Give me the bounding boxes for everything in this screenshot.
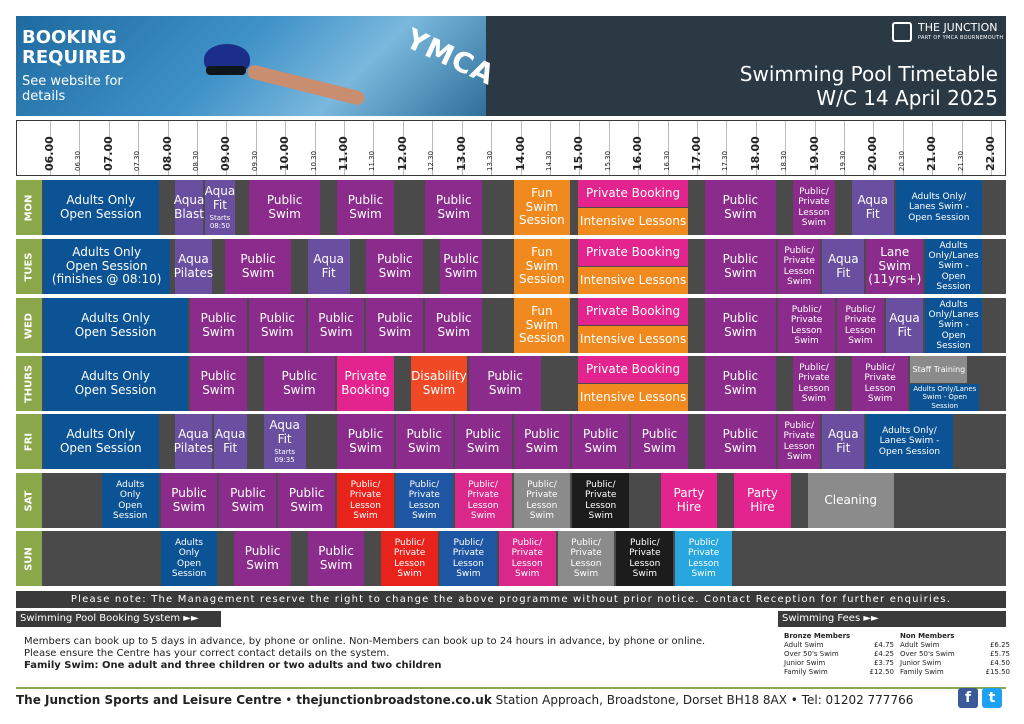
session-block: [778, 239, 820, 294]
session-name: Public Swim: [318, 310, 354, 339]
session-name: Adults Only Open Session: [74, 368, 157, 397]
day-name: WED: [23, 312, 35, 339]
fee-price: £12.50: [869, 668, 894, 676]
session-block: [572, 473, 629, 528]
day-row-thurs: [16, 356, 1006, 411]
session-name: Public Swim: [722, 192, 759, 221]
footer-divider: [16, 687, 1006, 689]
fee-price: £4.50: [989, 659, 1010, 667]
session-name: Public Swim: [524, 426, 560, 455]
session-name: Adults Only Open Session (finishes @ 08:10): [51, 244, 162, 287]
booking-information: [24, 636, 764, 672]
session-block: [886, 298, 923, 353]
session-block: [793, 180, 835, 235]
session-block: [425, 180, 482, 235]
session-block: [578, 180, 688, 207]
session-name: Public Swim: [406, 426, 443, 455]
session-block: [337, 180, 394, 235]
session-block: [578, 326, 688, 353]
session-block: [205, 180, 235, 235]
session-name: Public/ Private Lesson Swim: [790, 304, 823, 346]
day-label: [16, 239, 42, 294]
session-name: Intensive Lessons: [579, 213, 687, 228]
session-name: Public Swim: [200, 368, 237, 397]
session-block: [705, 298, 777, 353]
day-row-tues: [16, 239, 1006, 294]
session-name: Public Swim: [281, 368, 318, 397]
time-label: 14.30: [544, 150, 553, 171]
session-name: Adults Only/ Lanes Swim - Open Session: [908, 191, 970, 223]
session-block: [578, 384, 688, 411]
session-block: [572, 414, 629, 469]
session-block: [514, 298, 571, 353]
session-block: [778, 298, 835, 353]
session-block: [249, 180, 321, 235]
day-label: [16, 414, 42, 469]
session-block: [411, 356, 468, 411]
session-name: Public/ Private Lesson Swim: [629, 537, 661, 579]
session-name: Public Swim: [487, 368, 523, 397]
time-label: 14.00: [513, 136, 527, 171]
fees-heading: Bronze Members: [784, 632, 851, 640]
session-name: Aqua Pilates: [173, 251, 214, 280]
time-label: 13.00: [454, 136, 468, 171]
booking-info-line: Please ensure the Centre has your correct contact details on the system.: [24, 648, 390, 659]
session-block: [578, 298, 688, 325]
session-block: [173, 180, 205, 235]
day-name: SUN: [23, 546, 35, 571]
session-block: [161, 473, 218, 528]
session-name: Public/ Private Lesson Swim: [687, 537, 720, 579]
session-name: Lane Swim (11yrs+): [868, 244, 922, 287]
session-name: Private Booking: [341, 368, 390, 397]
session-name: Public Swim: [240, 251, 276, 280]
session-name: Public/ Private Lesson Swim: [393, 537, 426, 579]
session-block: [578, 267, 688, 294]
fee-type: Adult Swim: [784, 641, 824, 649]
session-name: Aqua Fit: [828, 251, 859, 280]
session-name: Aqua Fit: [889, 310, 920, 339]
session-name: Aqua Fit: [269, 418, 300, 446]
swimmer-goggles: [206, 66, 246, 75]
session-block: [578, 356, 688, 383]
session-name: Aqua Fit: [313, 251, 344, 280]
management-notice: Please note: The Management reserve the right to change the above programme without prior notice. Contact Reception for further enquiries.: [16, 591, 1006, 608]
session-name: Public Swim: [435, 310, 472, 339]
session-name: Fun Swim Session: [519, 303, 565, 346]
session-name: Cleaning: [824, 492, 877, 507]
booking-required-title: BOOKING REQUIRED: [22, 27, 126, 68]
session-block: [308, 239, 350, 294]
session-block: [440, 239, 482, 294]
time-label: 11.30: [368, 150, 377, 171]
time-label: 17.00: [689, 136, 703, 171]
session-name: Staff Training: [912, 364, 966, 374]
session-block: [514, 180, 571, 235]
session-block: [925, 239, 982, 294]
session-block: [308, 531, 365, 586]
time-label: 19.30: [838, 150, 847, 171]
session-name: Adults Only Open Session: [171, 537, 207, 579]
session-name: Intensive Lessons: [579, 272, 687, 287]
fee-type: Family Swim: [784, 668, 828, 676]
session-block: [337, 356, 394, 411]
fee-row: [784, 668, 894, 677]
session-block: [161, 531, 218, 586]
session-name: Public Swim: [259, 310, 295, 339]
session-name: Aqua Fit: [204, 184, 236, 212]
session-name: Public/ Private Lesson Swim: [511, 537, 543, 579]
session-block: [173, 414, 214, 469]
session-block: [214, 414, 247, 469]
time-label: 18.00: [748, 136, 762, 171]
session-block: [190, 298, 247, 353]
session-block: [337, 473, 394, 528]
session-name: Public Swim: [465, 426, 501, 455]
session-block: [366, 298, 423, 353]
time-label: 18.30: [780, 150, 789, 171]
session-name: Public Swim: [244, 543, 281, 572]
session-name: Public Swim: [582, 426, 619, 455]
day-row-mon: [16, 180, 1006, 235]
time-label: 12.00: [395, 136, 409, 171]
session-name: Public/ Private Lesson Swim: [585, 479, 617, 521]
ymca-logo: YMCA: [400, 21, 501, 92]
session-block: [308, 298, 365, 353]
session-block: [558, 531, 615, 586]
page-title: Swimming Pool Timetable: [739, 62, 998, 86]
centre-name: The Junction Sports and Leisure Centre: [16, 693, 282, 707]
session-name: Aqua Fit: [214, 426, 246, 455]
session-block: [455, 473, 512, 528]
time-label: 10.30: [309, 150, 318, 171]
session-name: Public Swim: [435, 192, 472, 221]
session-block: [396, 414, 453, 469]
session-name: Aqua Pilates: [173, 426, 214, 455]
session-name: Public/ Private Lesson Swim: [408, 479, 440, 521]
session-block: [264, 356, 336, 411]
session-block: [896, 180, 982, 235]
fee-row: [784, 641, 894, 650]
session-name: Public Swim: [318, 543, 354, 572]
session-block: [43, 239, 170, 294]
time-label: 16.00: [631, 136, 645, 171]
session-block: [381, 531, 438, 586]
fee-type: Adult Swim: [900, 641, 940, 649]
session-block: [514, 239, 571, 294]
day-name: TUES: [23, 252, 35, 281]
session-block: [705, 356, 777, 411]
session-block: [499, 531, 556, 586]
time-axis: [16, 120, 1006, 176]
session-name: Public Swim: [288, 485, 325, 514]
fee-type: Over 50's Swim: [900, 650, 955, 658]
time-label: 11.00: [337, 136, 351, 171]
session-start-note: Starts 08:50: [209, 213, 231, 230]
fee-row: [900, 641, 1010, 650]
fee-type: Junior Swim: [900, 659, 942, 667]
time-label: 09.30: [250, 150, 259, 171]
day-label: [16, 473, 42, 528]
time-label: 13.30: [486, 150, 495, 171]
session-name: Public Swim: [722, 368, 759, 397]
session-block: [249, 298, 306, 353]
centre-phone: Tel: 01202 777766: [801, 693, 914, 707]
session-block: [234, 531, 291, 586]
time-label: 10.00: [278, 136, 292, 171]
session-name: Public/ Private Lesson Swim: [798, 362, 830, 404]
session-block: [219, 473, 276, 528]
time-label: 06.30: [74, 150, 83, 171]
session-block: [705, 180, 777, 235]
session-name: Private Booking: [586, 185, 681, 200]
session-block: [631, 414, 688, 469]
booking-system-heading: Swimming Pool Booking System ►►: [16, 611, 221, 627]
session-block: [425, 298, 482, 353]
session-block: [469, 356, 541, 411]
session-name: Adults Only/Lanes Swim - Open Session: [928, 240, 979, 293]
time-label: 12.30: [427, 150, 436, 171]
session-name: Adults Only/Lanes Swim - Open Session: [913, 385, 977, 410]
session-start-note: Starts 09:35: [274, 447, 295, 464]
session-block: [705, 239, 777, 294]
session-name: Public Swim: [722, 426, 759, 455]
session-block: [578, 208, 688, 235]
session-block: [578, 239, 688, 266]
session-block: [866, 414, 952, 469]
session-name: Public/ Private Lesson Swim: [844, 304, 877, 346]
time-label: 19.00: [807, 136, 821, 171]
session-name: Public/ Private Lesson Swim: [570, 537, 602, 579]
session-block: [43, 414, 159, 469]
booking-required-subtitle: See website for details: [22, 74, 123, 104]
session-block: [190, 356, 247, 411]
session-name: Disability Swim: [411, 368, 467, 397]
fee-row: [784, 650, 894, 659]
session-block: [675, 531, 732, 586]
session-block: [852, 180, 894, 235]
fees-heading: Non Members: [900, 632, 955, 640]
session-block: [852, 356, 909, 411]
facebook-icon[interactable]: f: [958, 688, 978, 708]
session-block: [173, 239, 214, 294]
junction-logo-icon: [892, 22, 912, 42]
centre-address: Station Approach, Broadstone, Dorset BH18 8AX: [495, 693, 787, 707]
session-block: [225, 239, 291, 294]
session-block: [778, 414, 820, 469]
session-name: Public/ Private Lesson Swim: [798, 186, 830, 228]
session-name: Private Booking: [586, 361, 681, 376]
session-name: Intensive Lessons: [579, 331, 687, 346]
session-block: [808, 473, 894, 528]
session-block: [43, 298, 188, 353]
session-block: [102, 473, 159, 528]
fee-type: Over 50's Swim: [784, 650, 839, 658]
session-block: [661, 473, 718, 528]
session-block: [455, 414, 512, 469]
time-label: 15.30: [603, 150, 612, 171]
non-member-fees: [900, 632, 1010, 677]
fee-price: £5.75: [989, 650, 1010, 658]
session-name: Party Hire: [673, 485, 705, 514]
session-block: [837, 298, 884, 353]
time-label: 21.30: [956, 150, 965, 171]
session-block: [514, 414, 571, 469]
session-name: Public/ Private Lesson Swim: [452, 537, 485, 579]
session-name: Public Swim: [377, 251, 413, 280]
day-label: [16, 356, 42, 411]
session-name: Public/ Private Lesson Swim: [783, 420, 815, 462]
session-name: Public/ Private Lesson Swim: [864, 362, 896, 404]
session-block: [822, 414, 864, 469]
day-label: [16, 298, 42, 353]
session-block: [264, 414, 306, 469]
fee-type: Junior Swim: [784, 659, 826, 667]
session-name: Public Swim: [347, 192, 384, 221]
fee-price: £4.75: [873, 641, 894, 649]
session-name: Public Swim: [722, 251, 759, 280]
time-label: 08.00: [160, 136, 174, 171]
session-name: Adults Only/ Lanes Swim - Open Session: [878, 425, 941, 457]
session-block: [910, 384, 979, 411]
fee-price: £4.25: [873, 650, 894, 658]
session-name: Intensive Lessons: [579, 389, 687, 404]
time-label: 06.00: [43, 136, 56, 171]
day-label: [16, 180, 42, 235]
session-name: Private Booking: [586, 244, 681, 259]
session-name: Aqua Fit: [857, 192, 889, 221]
session-name: Public Swim: [347, 426, 384, 455]
session-block: [514, 473, 571, 528]
day-name: FRI: [23, 432, 35, 451]
session-block: [734, 473, 791, 528]
fee-row: [900, 650, 1010, 659]
day-name: THURS: [23, 364, 35, 403]
family-swim-info: Family Swim: One adult and three children or two adults and two children: [24, 660, 442, 671]
time-label: 07.30: [133, 150, 142, 171]
session-name: Aqua Fit: [828, 426, 859, 455]
fee-type: Family Swim: [900, 668, 944, 676]
session-block: [616, 531, 673, 586]
time-label: 09.00: [219, 136, 233, 171]
session-name: Aqua Blast: [173, 192, 205, 221]
footer-contact: The Junction Sports and Leisure Centre • thejunctionbroadstone.co.uk Station Approach, Broadstone, Dorset BH18 8AX • Tel: 01202 777766: [16, 693, 914, 707]
day-row-wed: [16, 298, 1006, 353]
brand-tagline: PART OF YMCA BOURNEMOUTH: [918, 35, 1004, 41]
session-name: Fun Swim Session: [519, 185, 565, 228]
session-block: [43, 356, 188, 411]
time-label: 16.30: [662, 150, 671, 171]
session-block: [366, 239, 423, 294]
session-block: [278, 473, 335, 528]
time-label: 17.30: [721, 150, 730, 171]
session-name: Public Swim: [266, 192, 303, 221]
session-name: Public Swim: [443, 251, 479, 280]
day-row-sun: [16, 531, 1006, 586]
day-row-fri: [16, 414, 1006, 469]
session-name: Public Swim: [171, 485, 207, 514]
session-name: Public/ Private Lesson Swim: [526, 479, 558, 521]
session-name: Adults Only Open Session: [59, 192, 142, 221]
fee-row: [900, 659, 1010, 668]
week-commencing: W/C 14 April 2025: [816, 86, 998, 110]
session-name: Public/ Private Lesson Swim: [349, 479, 382, 521]
session-block: [793, 356, 835, 411]
time-label: 21.00: [925, 136, 939, 171]
session-block: [440, 531, 497, 586]
session-block: [866, 239, 923, 294]
day-label: [16, 531, 42, 586]
session-name: Public Swim: [641, 426, 678, 455]
time-label: 20.00: [866, 136, 880, 171]
day-name: MON: [23, 194, 35, 221]
day-name: SAT: [23, 490, 35, 511]
session-name: Adults Only Open Session: [113, 479, 148, 521]
fee-price: £6.25: [989, 641, 1010, 649]
booking-info-line: Members can book up to 5 days in advance, by phone or online. Non-Members can book up to 24 hours in advance, by phone or online.: [24, 636, 706, 647]
website-link[interactable]: thejunctionbroadstone.co.uk: [296, 693, 492, 707]
session-block: [43, 180, 159, 235]
session-name: Public Swim: [377, 310, 413, 339]
time-label: 15.00: [572, 136, 586, 171]
session-name: Public/ Private Lesson Swim: [467, 479, 499, 521]
session-block: [910, 356, 967, 383]
session-name: Public/ Private Lesson Swim: [783, 245, 815, 287]
time-label: 22.00: [984, 136, 997, 171]
twitter-icon[interactable]: t: [982, 688, 1002, 708]
bronze-member-fees: [784, 632, 894, 677]
session-block: [705, 414, 777, 469]
time-label: 07.00: [101, 136, 115, 171]
session-name: Public Swim: [722, 310, 759, 339]
session-block: [337, 414, 394, 469]
session-block: [822, 239, 864, 294]
brand-name: THE JUNCTION: [918, 21, 998, 34]
header-banner: [16, 16, 1006, 116]
session-name: Public Swim: [200, 310, 237, 339]
session-block: [396, 473, 453, 528]
session-block: [925, 298, 982, 353]
swimming-fees-heading: Swimming Fees ►►: [778, 611, 1006, 627]
session-name: Adults Only Open Session: [59, 426, 142, 455]
session-name: Public Swim: [230, 485, 266, 514]
fee-price: £15.50: [985, 668, 1010, 676]
fee-row: [784, 659, 894, 668]
session-name: Private Booking: [586, 303, 681, 318]
session-name: Fun Swim Session: [519, 244, 565, 287]
session-name: Adults Only Open Session: [74, 310, 157, 339]
time-label: 20.30: [897, 150, 906, 171]
fee-row: [900, 668, 1010, 677]
day-row-sat: [16, 473, 1006, 528]
time-label: 08.30: [192, 150, 201, 171]
session-name: Party Hire: [747, 485, 778, 514]
session-name: Adults Only/Lanes Swim - Open Session: [928, 299, 979, 352]
fee-price: £3.75: [873, 659, 894, 667]
